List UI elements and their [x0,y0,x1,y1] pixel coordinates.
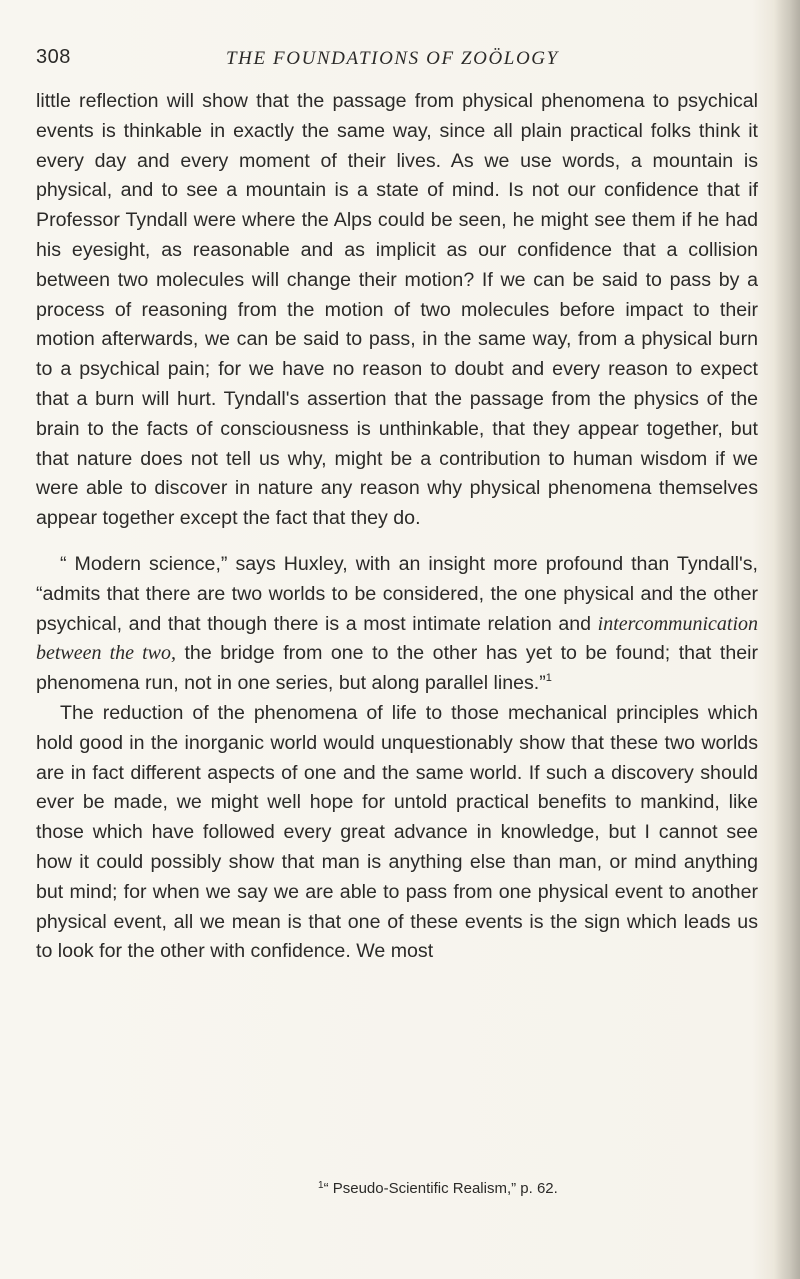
footnote [318,1180,558,1197]
footnote-reference: 1 [545,672,552,685]
paragraph-2-text-end: the bridge from one to the other has yet to be found; that their phenomena run, not in one series, but along parallel lines.” [36,642,758,695]
running-title: THE FOUNDATIONS OF ZOÖLOGY [226,48,559,69]
paragraph-2 [36,550,758,699]
paragraph-3: The reduction of the phenomena of life to those mechanical principles which hold good in the inorganic world would unquestionably show that these two worlds are in fact different aspects of one and the same world. If such a discovery should ever be made, we might well hope for untold practical benefits to mankind, like those which have followed every great advance in knowledge, but I cannot see how it could possibly show that man is anything else than man, or mind anything but mind; for when we say we are able to pass from one physical event to another physical event, all we mean is that one of these events is the sign which leads us to look for the other with confidence. We most [36,701,758,963]
footnote-text: “ Pseudo-Scientific Realism,” p. 62. [323,1180,558,1197]
footnote-marker: 1 [318,1180,324,1191]
body-text [36,87,758,967]
paragraph-2-italic: intercommunication between the two, [36,612,758,665]
paragraph-2-text: “ Modern science,” says Huxley, with an insight more profound than Tyndall's, “admits that there are two worlds to be considered, the one physical and the other psychical, and that though there is a most intimate relation and [36,552,758,635]
page-header [36,46,756,76]
paragraph-1: little reflection will show that the passage from physical phenomena to psychical events is thinkable in exactly the same way, since all plain practical folks think it every day and every moment of their lives. As we use words, a mountain is physical, and to see a mountain is a state of mind. Is not our confidence that if Professor Tyndall were where the Alps could be seen, he might see them if he had his eyesight, as reasonable and as implicit as our confidence that a collision between two molecules will change their motion? If we can be said to pass by a process of reasoning from the motion of two molecules before impact to their motion afterwards, we can be said to pass, in the same way, from a physical burn to a psychical pain; for we have no reason to doubt and every reason to expect that a burn will hurt. Tyndall's assertion that the passage from the physics of the brain to the facts of consciousness is unthinkable, that they appear together, but that nature does not tell us why, might be a contribution to human wisdom if we were able to discover in nature any reason why physical phenomena themselves appear together except the fact that they do. [36,90,758,530]
page-edge-shadow [774,0,800,1279]
page-number: 308 [36,46,71,68]
